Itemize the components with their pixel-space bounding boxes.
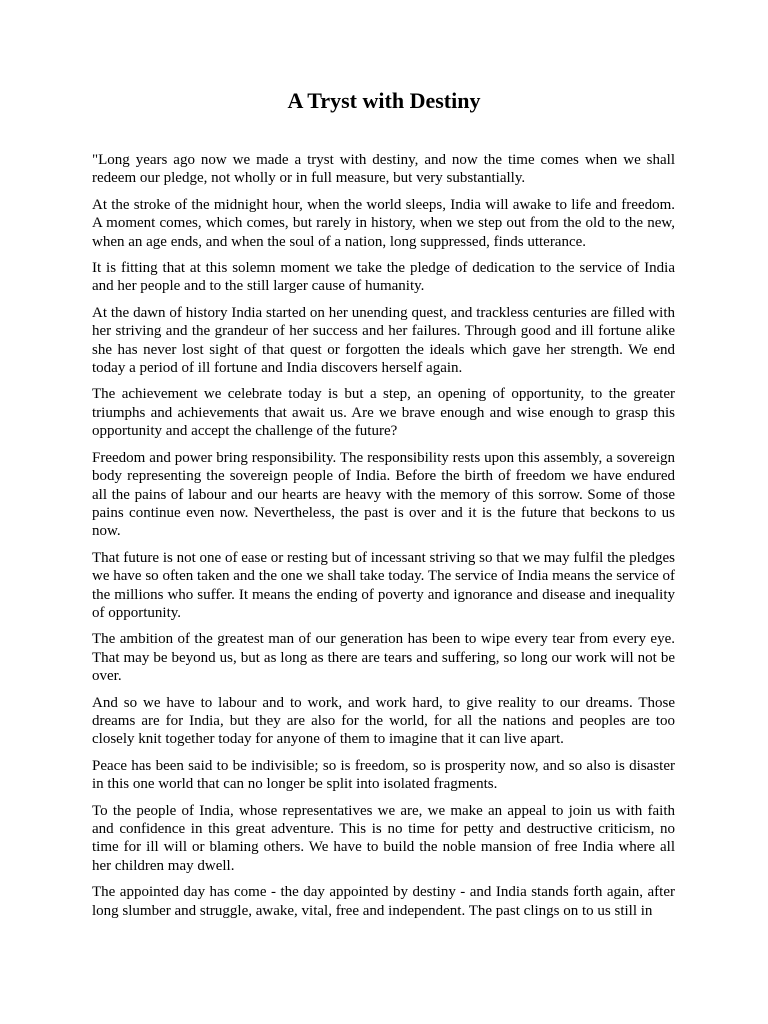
paragraph: The achievement we celebrate today is but a step, an opening of opportunity, to the greater triumphs and achievements that await us. Are we brave enough and wise enough to grasp this opportunity and accept the challenge of the future? [92, 386, 675, 440]
paragraph: "Long years ago now we made a tryst with destiny, and now the time comes when we shall redeem our pledge, not wholly or in full measure, but very substantially. [92, 152, 675, 187]
paragraph: At the dawn of history India started on her unending quest, and trackless centuries are filled with her striving and the grandeur of her success and her failures. Through good and ill fortune alike she has never lost sight of that quest or forgotten the ideals which gave her strength. We end today a period of ill fortune and India discovers herself again. [92, 304, 675, 377]
paragraph: The ambition of the greatest man of our generation has been to wipe every tear from every eye. That may be beyond us, but as long as there are tears and suffering, so long our work will not be over. [92, 631, 675, 685]
paragraph: And so we have to labour and to work, and work hard, to give reality to our dreams. Those dreams are for India, but they are also for the world, for all the nations and peoples are too closely knit together today for anyone of them to imagine that it can live apart. [92, 694, 675, 748]
document-title: A Tryst with Destiny [287, 88, 481, 113]
document-body [92, 151, 675, 928]
paragraph: The appointed day has come - the day appointed by destiny - and India stands forth again, after long slumber and struggle, awake, vital, free and independent. The past clings on to us still in [92, 884, 675, 919]
paragraph: It is fitting that at this solemn moment we take the pledge of dedication to the service of India and her people and to the still larger cause of humanity. [92, 260, 675, 295]
paragraph: Freedom and power bring responsibility. The responsibility rests upon this assembly, a sovereign body representing the sovereign people of India. Before the birth of freedom we have endured all the pains of labour and our hearts are heavy with the memory of this sorrow. Some of those pains continue even now. Nevertheless, the past is over and it is the future that beckons to us now. [92, 449, 675, 540]
paragraph: That future is not one of ease or resting but of incessant striving so that we may fulfil the pledges we have so often taken and the one we shall take today. The service of India means the service of the millions who suffer. It means the ending of poverty and ignorance and disease and inequality of opportunity. [92, 549, 675, 621]
paragraph: At the stroke of the midnight hour, when the world sleeps, India will awake to life and freedom. A moment comes, which comes, but rarely in history, when we step out from the old to the new, when an age ends, and when the soul of a nation, long suppressed, finds utterance. [92, 196, 675, 250]
paragraph: Peace has been said to be indivisible; so is freedom, so is prosperity now, and so also is disaster in this one world that can no longer be split into isolated fragments. [92, 757, 675, 793]
paragraph: To the people of India, whose representatives we are, we make an appeal to join us with faith and confidence in this great adventure. This is no time for petty and destructive criticism, no time for ill will or blaming others. We have to build the noble mansion of free India where all her children may dwell. [92, 802, 675, 874]
